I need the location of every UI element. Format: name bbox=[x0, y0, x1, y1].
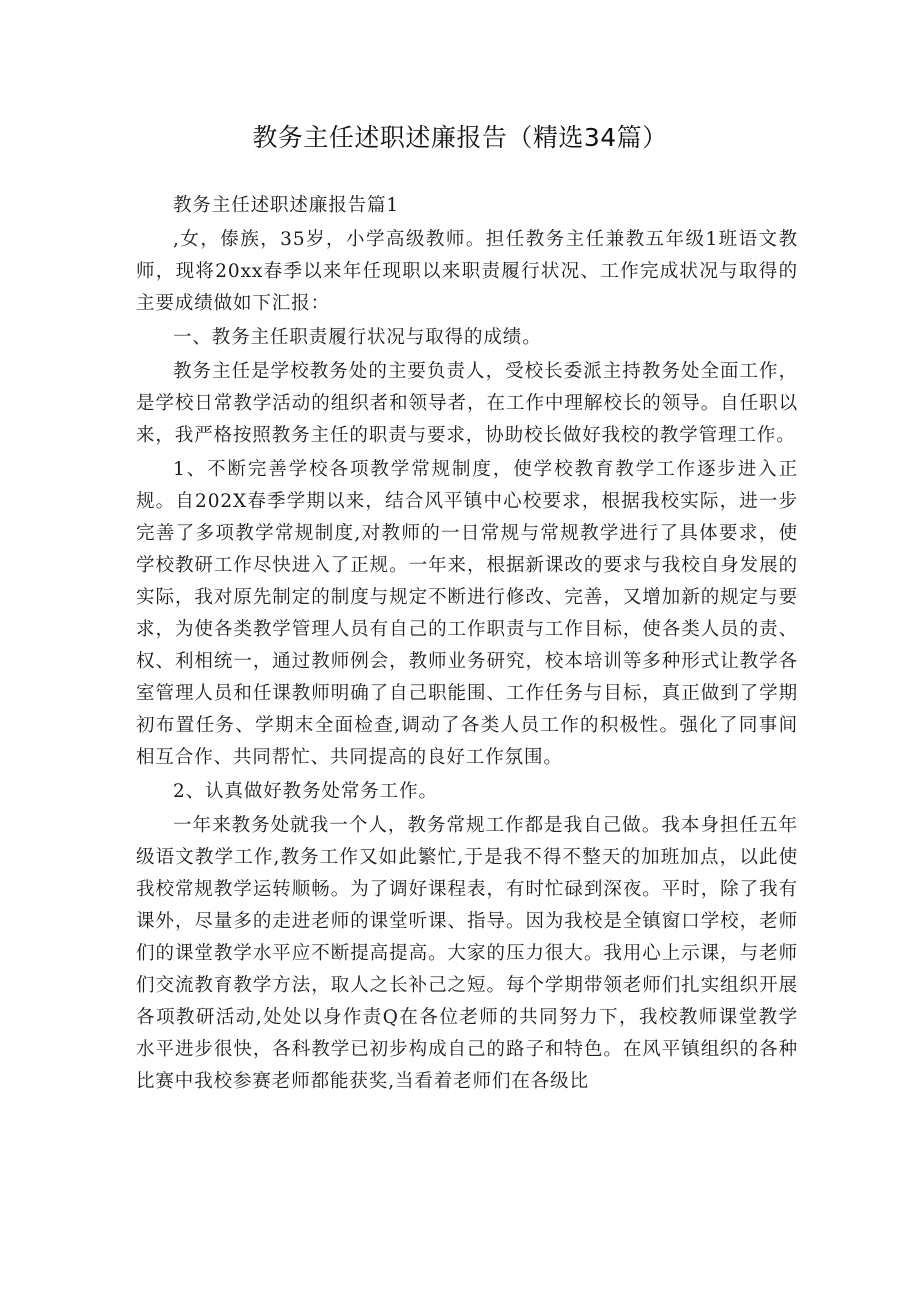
paragraph: 教务主任是学校教务处的主要负责人，受校长委派主持教务处全面工作，是学校日常教学活动的组织者和领导者，在工作中理解校长的领导。自任职以来，我严格按照教务主任的职责与要求，协助校长做好我校的教学管理工作。 bbox=[136, 361, 798, 446]
section-heading: 教务主任述职述廉报告篇1 bbox=[173, 195, 400, 216]
paragraph: 1、不断完善学校各项教学常规制度，使学校教育教学工作逐步进入正规。自202X春季学期以来，结合风平镇中心校要求，根据我校实际，进一步完善了多项教学常规制度,对教师的一日常规与常规教学进行了具体要求，使学校教研工作尽快进入了正规。一年来，根据新课改的要求与我校自身发展的实际，我对原先制定的制度与规定不断进行修改、完善，又增加新的规定与要求，为使各类教学管理人员有自己的工作职责与工作目标，使各类人员的责、权、利相统一，通过教师例会，教师业务研究，校本培训等多种形式让教学各室管理人员和任课教师明确了自己职能围、工作任务与目标，真正做到了学期初布置任务、学期末全面检查,调动了各类人员工作的积极性。强化了同事间相互合作、共同帮忙、共同提高的良好工作氛围。 bbox=[136, 459, 798, 768]
document-title: 教务主任述职述廉报告（精选34篇） bbox=[252, 123, 668, 152]
paragraph: 一年来教务处就我一个人，教务常规工作都是我自己做。我本身担任五年级语文教学工作,教务工作又如此繁忙,于是我不得不整天的加班加点，以此使我校常规教学运转顺畅。为了调好课程表，有时忙碌到深夜。平时，除了我有课外，尽量多的走进老师的课堂听课、指导。因为我校是全镇窗口学校，老师们的课堂教学水平应不断提高提高。大家的压力很大。我用心上示课，与老师们交流教育教学方法，取人之长补己之短。每个学期带领老师们扎实组织开展各项教研活动,处处以身作责Q在各位老师的共同努力下，我校教师课堂教学水平进步很快，各科教学已初步构成自己的路子和特色。在风平镇组织的各种比赛中我校参赛老师都能获奖,当看着老师们在各级比 bbox=[136, 815, 798, 1092]
paragraph-heading: 2、认真做好教务处常务工作。 bbox=[173, 781, 438, 802]
paragraph: ,女，傣族，35岁，小学高级教师。担任教务主任兼教五年级1班语文教师，现将20xx春季以来年任现职以来职责履行状况、工作完成状况与取得的主要成绩做如下汇报： bbox=[136, 229, 798, 314]
paragraph-heading: 一、教务主任职责履行状况与取得的成绩。 bbox=[173, 327, 542, 348]
document-body bbox=[136, 190, 798, 1100]
